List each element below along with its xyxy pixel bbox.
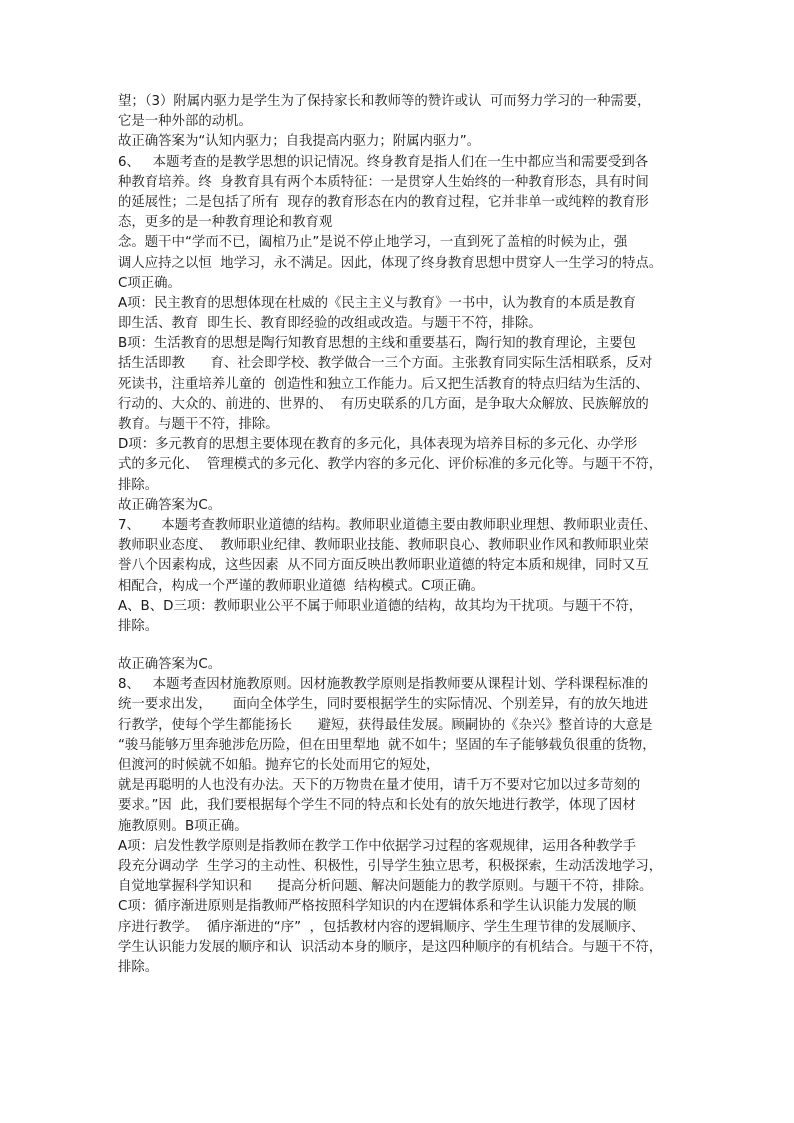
text-line: C项正确。 <box>118 275 181 291</box>
text-line: 排除。 <box>118 477 159 493</box>
text-line: 排除。 <box>118 959 159 975</box>
text-line: 7、 本题考查教师职业道德的结构。教师职业道德主要由教师职业理想、教师职业责任、 <box>118 517 657 533</box>
text-line: 念。题干中“学而不已，阖棺乃止”是说不停止地学习，一直到死了盖棺的时候为止，强 <box>118 235 628 251</box>
text-line: 要求。”因 此，我们要根据每个学生不同的特点和长处有的放矢地进行教学，体现了因材 <box>118 798 636 814</box>
text-line: 它是一种外部的动机。 <box>118 114 252 130</box>
text-line: 故正确答案为“认知内驱力；自我提高内驱力；附属内驱力”。 <box>118 134 481 150</box>
text-line: 式的多元化、 管理模式的多元化、教学内容的多元化、评价标准的多元化等。与题干不符， <box>118 457 663 473</box>
text-line: A项：民主教育的思想体现在杜威的《民主主义与教育》一书中，认为教育的本质是教育 <box>118 295 637 311</box>
document-body <box>118 92 688 978</box>
text-line: 行动的、大众的、前进的、世界的、 有历史联系的几方面，是争取大众解放、民族解放的 <box>118 396 649 412</box>
text-line: 调人应持之以恒 地学习，永不满足。因此，体现了终身教育思想中贯穿人一生学习的特点。 <box>118 255 663 271</box>
text-line: 统一要求出发， 面向全体学生，同时要根据学生的实际情况、个别差异，有的放矢地进 <box>118 697 649 713</box>
text-line: A、B、D三项：教师职业公平不属于师职业道德的结构，故其均为干扰项。与题干不符， <box>118 598 643 614</box>
text-line: 死读书，注重培养儿童的 创造性和独立工作能力。后又把生活教育的特点归结为生活的、 <box>118 376 649 392</box>
text-line: 态，更多的是一种教育理论和教育观 <box>118 215 333 231</box>
text-line: 的延展性；二是包括了所有 现存的教育形态在内的教育过程，它并非单一或纯粹的教育形 <box>118 194 649 210</box>
text-line: 相配合，构成一个严谨的教师职业道德 结构模式。C项正确。 <box>118 578 485 594</box>
text-line: 排除。 <box>118 618 159 634</box>
text-line: C项：循序渐进原则是指教师严格按照科学知识的内在逻辑体系和学生认识能力发展的顺 <box>118 899 637 915</box>
text-line: B项：生活教育的思想是陶行知教育思想的主线和重要基石，陶行知的教育理论，主要包 <box>118 336 637 352</box>
text-line: 但渡河的时候就不如船。抛弃它的长处而用它的短处， <box>118 758 440 773</box>
text-line: 学生认识能力发展的顺序和认 识活动本身的顺序，是这四种顺序的有机结合。与题干不符， <box>118 939 663 955</box>
text-line: 教师职业态度、 教师职业纪律、教师职业技能、教师职良心、教师职业作风和教师职业荣 <box>118 538 649 554</box>
text-line: 望；（3）附属内驱力是学生为了保持家长和教师等的赞许或认 可而努力学习的一种需要， <box>118 94 651 109</box>
text-line: 施教原则。B项正确。 <box>118 818 248 834</box>
text-line: A项：启发性教学原则是指教师在教学工作中依据学习过程的客观规律，运用各种教学手 <box>118 838 637 854</box>
text-line: “骏马能够万里奔驰涉危历险，但在田里犁地 就不如牛；坚固的车子能够载负很重的货物， <box>118 737 656 753</box>
text-line: 自觉地掌握科学知识和 提高分析问题、解决问题能力的教学原则。与题干不符，排除。 <box>118 879 653 895</box>
text-line: 即生活、教育 即生长、教育即经验的改组或改造。与题干不符，排除。 <box>118 316 542 332</box>
text-line: 种教育培养。终 身教育具有两个本质特征：一是贯穿人生始终的一种教育形态，具有时间 <box>118 174 649 190</box>
text-line: 教育。与题干不符，排除。 <box>118 417 279 432</box>
text-line <box>118 637 688 655</box>
text-line: 誉八个因素构成，这些因素 从不同方面反映出教师职业道德的特定本质和规律，同时又互 <box>118 558 649 574</box>
text-line: 就是再聪明的人也没有办法。天下的万物贵在量才使用，请千万不要对它加以过多苛刻的 <box>118 778 641 794</box>
text-line: 故正确答案为C。 <box>118 657 222 673</box>
text-line: 故正确答案为C。 <box>118 497 222 513</box>
text-line: 括生活即教 育、社会即学校、教学做合一三个方面。主张教育同实际生活相联系，反对 <box>118 356 653 372</box>
text-line: D项：多元教育的思想主要体现在教育的多元化，具体表现为培养目标的多元化、办学形 <box>118 437 638 453</box>
text-line: 6、 本题考查的是教学思想的识记情况。终身教育是指人们在一生中都应当和需要受到各 <box>118 154 649 170</box>
text-line: 8、 本题考查因材施教原则。因材施教教学原则是指教师要从课程计划、学科课程标准的 <box>118 677 649 693</box>
text-line: 序进行教学。 循序渐进的“序” ，包括教材内容的逻辑顺序、学生生理节律的发展顺序、 <box>118 919 645 935</box>
text-line: 段充分调动学 生学习的主动性、积极性，引导学生独立思考，积极探索，生动活泼地学习， <box>118 858 663 874</box>
text-line: 行教学，使每个学生都能扬长 避短，获得最佳发展。顾嗣协的《杂兴》整首诗的大意是 <box>118 717 653 733</box>
